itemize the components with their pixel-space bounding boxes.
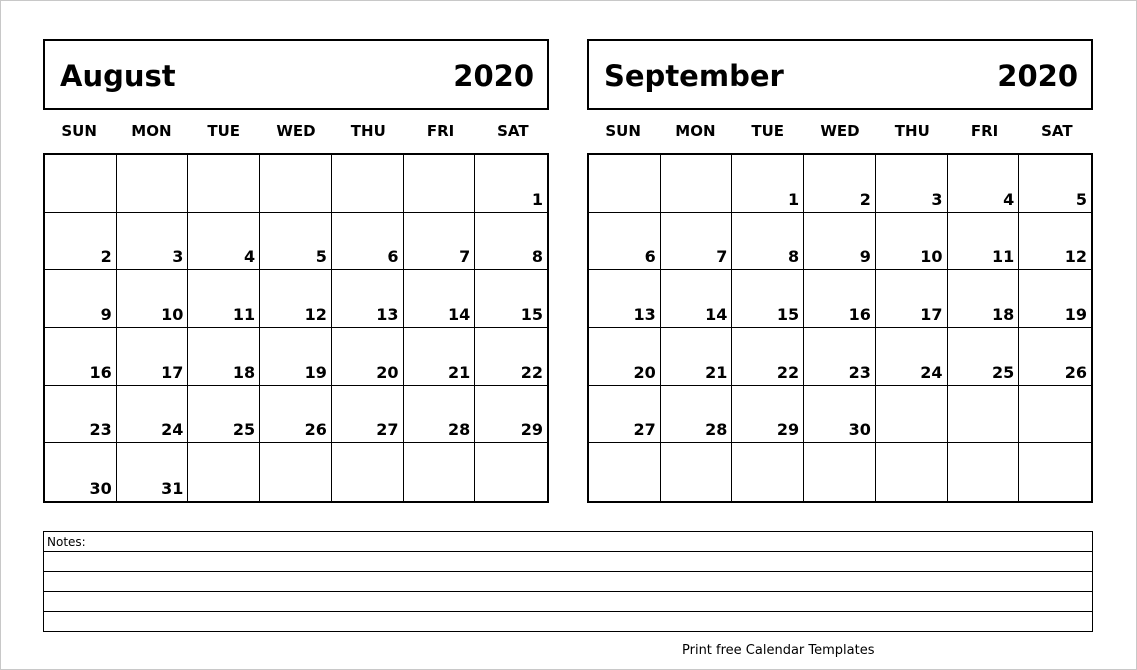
day-cell	[475, 213, 547, 271]
weekday-row	[587, 110, 1093, 153]
day-cell	[260, 443, 332, 501]
day-cell	[117, 328, 189, 386]
weekday-fri: FRI	[426, 122, 455, 140]
day-cell	[1019, 328, 1091, 386]
day-cell	[732, 443, 804, 501]
day-number: 28	[448, 420, 471, 440]
day-number: 22	[776, 362, 800, 382]
day-number: 22	[520, 362, 543, 382]
notes-line[interactable]	[44, 532, 1092, 552]
day-cell	[1019, 155, 1091, 213]
notes-label: Notes:	[47, 535, 86, 549]
day-cell	[188, 155, 260, 213]
day-number: 27	[633, 420, 656, 440]
day-number: 4	[244, 247, 256, 267]
day-number: 18	[232, 362, 256, 382]
day-cell	[260, 270, 332, 328]
day-number: 26	[304, 420, 327, 440]
day-number: 27	[376, 420, 399, 440]
day-number: 10	[920, 247, 943, 267]
day-cell	[876, 328, 948, 386]
day-cell	[804, 443, 876, 501]
day-number: 21	[705, 362, 728, 382]
day-number: 28	[705, 420, 728, 440]
day-grid	[43, 153, 549, 503]
day-number: 17	[161, 362, 184, 382]
notes-line[interactable]	[44, 572, 1092, 592]
day-cell	[804, 213, 876, 271]
day-cell	[1019, 270, 1091, 328]
month-name: August	[60, 59, 176, 93]
day-cell	[732, 213, 804, 271]
day-number: 13	[376, 305, 399, 324]
day-number: 19	[1064, 305, 1087, 324]
day-number: 11	[232, 305, 256, 324]
day-cell	[260, 328, 332, 386]
day-cell	[948, 155, 1020, 213]
weekday-thu: THU	[350, 122, 386, 140]
day-number: 19	[304, 362, 327, 382]
notes-line[interactable]	[44, 612, 1092, 632]
weekday-thu: THU	[894, 122, 930, 140]
day-cell	[332, 270, 404, 328]
day-number: 16	[848, 305, 871, 324]
day-cell	[188, 443, 260, 501]
day-cell	[404, 213, 476, 271]
day-cell	[1019, 213, 1091, 271]
day-cell	[948, 270, 1020, 328]
day-cell	[948, 443, 1020, 501]
notes-line[interactable]	[44, 552, 1092, 572]
day-cell	[475, 386, 547, 444]
day-cell	[1019, 386, 1091, 444]
weekday-row	[43, 110, 549, 153]
day-number: 7	[716, 247, 728, 267]
day-cell	[804, 328, 876, 386]
day-cell	[404, 270, 476, 328]
day-number: 21	[448, 362, 471, 382]
day-number: 5	[1075, 189, 1087, 209]
day-number: 7	[459, 247, 471, 267]
day-cell	[732, 270, 804, 328]
day-number: 6	[387, 247, 399, 267]
day-cell	[45, 270, 117, 328]
day-cell	[589, 386, 661, 444]
day-number: 8	[788, 247, 800, 267]
day-number: 26	[1064, 362, 1087, 382]
day-number: 25	[232, 420, 256, 440]
day-cell	[948, 328, 1020, 386]
day-number: 24	[161, 420, 184, 440]
day-number: 14	[448, 305, 471, 324]
day-cell	[661, 386, 733, 444]
day-cell	[404, 443, 476, 501]
day-cell	[661, 328, 733, 386]
weekday-sun: SUN	[605, 122, 641, 140]
day-cell	[404, 328, 476, 386]
day-number: 6	[644, 247, 656, 267]
day-cell	[661, 443, 733, 501]
calendar-august	[43, 39, 549, 503]
day-grid	[587, 153, 1093, 503]
day-number: 30	[848, 420, 871, 440]
day-number: 29	[520, 420, 543, 440]
notes-box[interactable]	[43, 531, 1093, 632]
month-name: September	[604, 59, 784, 93]
day-cell	[332, 213, 404, 271]
day-number: 8	[531, 247, 543, 267]
day-cell	[332, 443, 404, 501]
month-header	[43, 39, 549, 110]
day-cell	[45, 328, 117, 386]
day-number: 2	[859, 189, 871, 209]
day-cell	[948, 386, 1020, 444]
day-number: 30	[89, 479, 112, 498]
weekday-sun: SUN	[61, 122, 97, 140]
day-number: 9	[859, 247, 871, 267]
day-cell	[589, 155, 661, 213]
day-cell	[188, 328, 260, 386]
day-cell	[804, 155, 876, 213]
day-cell	[188, 213, 260, 271]
footer-credit: Print free Calendar Templates	[682, 643, 875, 658]
day-number: 25	[992, 362, 1015, 382]
weekday-sat: SAT	[497, 122, 529, 140]
day-cell	[804, 386, 876, 444]
day-cell	[732, 386, 804, 444]
day-number: 17	[920, 305, 943, 324]
day-cell	[117, 386, 189, 444]
day-cell	[117, 443, 189, 501]
day-cell	[45, 213, 117, 271]
day-cell	[589, 270, 661, 328]
day-cell	[260, 213, 332, 271]
day-cell	[117, 213, 189, 271]
weekday-tue: TUE	[207, 122, 241, 140]
day-number: 1	[788, 189, 800, 209]
day-number: 20	[633, 362, 656, 382]
day-number: 11	[992, 247, 1015, 267]
day-cell	[117, 155, 189, 213]
month-year: 2020	[453, 59, 534, 93]
day-cell	[876, 443, 948, 501]
weekday-wed: WED	[820, 122, 860, 140]
day-cell	[876, 270, 948, 328]
day-cell	[475, 443, 547, 501]
day-cell	[732, 155, 804, 213]
day-cell	[45, 155, 117, 213]
calendar-september	[587, 39, 1093, 503]
day-cell	[404, 386, 476, 444]
day-cell	[948, 213, 1020, 271]
month-header	[587, 39, 1093, 110]
day-cell	[332, 328, 404, 386]
day-cell	[188, 386, 260, 444]
day-number: 31	[161, 479, 184, 498]
notes-line[interactable]	[44, 592, 1092, 612]
day-cell	[475, 270, 547, 328]
day-number: 3	[931, 189, 943, 209]
weekday-wed: WED	[276, 122, 316, 140]
day-cell	[589, 328, 661, 386]
day-number: 5	[315, 247, 327, 267]
day-cell	[661, 213, 733, 271]
month-year: 2020	[997, 59, 1078, 93]
day-number: 20	[376, 362, 399, 382]
day-number: 16	[89, 362, 112, 382]
day-cell	[475, 155, 547, 213]
day-cell	[45, 386, 117, 444]
day-cell	[332, 386, 404, 444]
day-cell	[188, 270, 260, 328]
day-cell	[876, 386, 948, 444]
day-cell	[661, 270, 733, 328]
day-cell	[732, 328, 804, 386]
day-number: 1	[531, 189, 543, 209]
day-cell	[260, 155, 332, 213]
day-cell	[589, 443, 661, 501]
day-number: 18	[992, 305, 1015, 324]
day-number: 24	[920, 362, 943, 382]
day-number: 29	[776, 420, 800, 440]
day-number: 3	[172, 247, 184, 267]
day-number: 15	[520, 305, 543, 324]
day-cell	[804, 270, 876, 328]
day-number: 2	[100, 247, 112, 267]
day-number: 12	[304, 305, 327, 324]
weekday-mon: MON	[675, 122, 716, 140]
day-cell	[876, 155, 948, 213]
day-number: 10	[161, 305, 184, 324]
weekday-mon: MON	[131, 122, 172, 140]
day-cell	[661, 155, 733, 213]
day-cell	[45, 443, 117, 501]
day-number: 9	[100, 305, 112, 324]
day-cell	[589, 213, 661, 271]
day-number: 4	[1003, 189, 1015, 209]
day-number: 15	[776, 305, 800, 324]
weekday-fri: FRI	[970, 122, 999, 140]
day-cell	[332, 155, 404, 213]
day-cell	[876, 213, 948, 271]
day-cell	[475, 328, 547, 386]
day-number: 12	[1064, 247, 1087, 267]
day-cell	[1019, 443, 1091, 501]
day-number: 14	[705, 305, 728, 324]
day-cell	[117, 270, 189, 328]
day-number: 23	[848, 362, 871, 382]
weekday-sat: SAT	[1041, 122, 1073, 140]
day-number: 23	[89, 420, 112, 440]
day-number: 13	[633, 305, 656, 324]
weekday-tue: TUE	[751, 122, 785, 140]
day-cell	[404, 155, 476, 213]
day-cell	[260, 386, 332, 444]
